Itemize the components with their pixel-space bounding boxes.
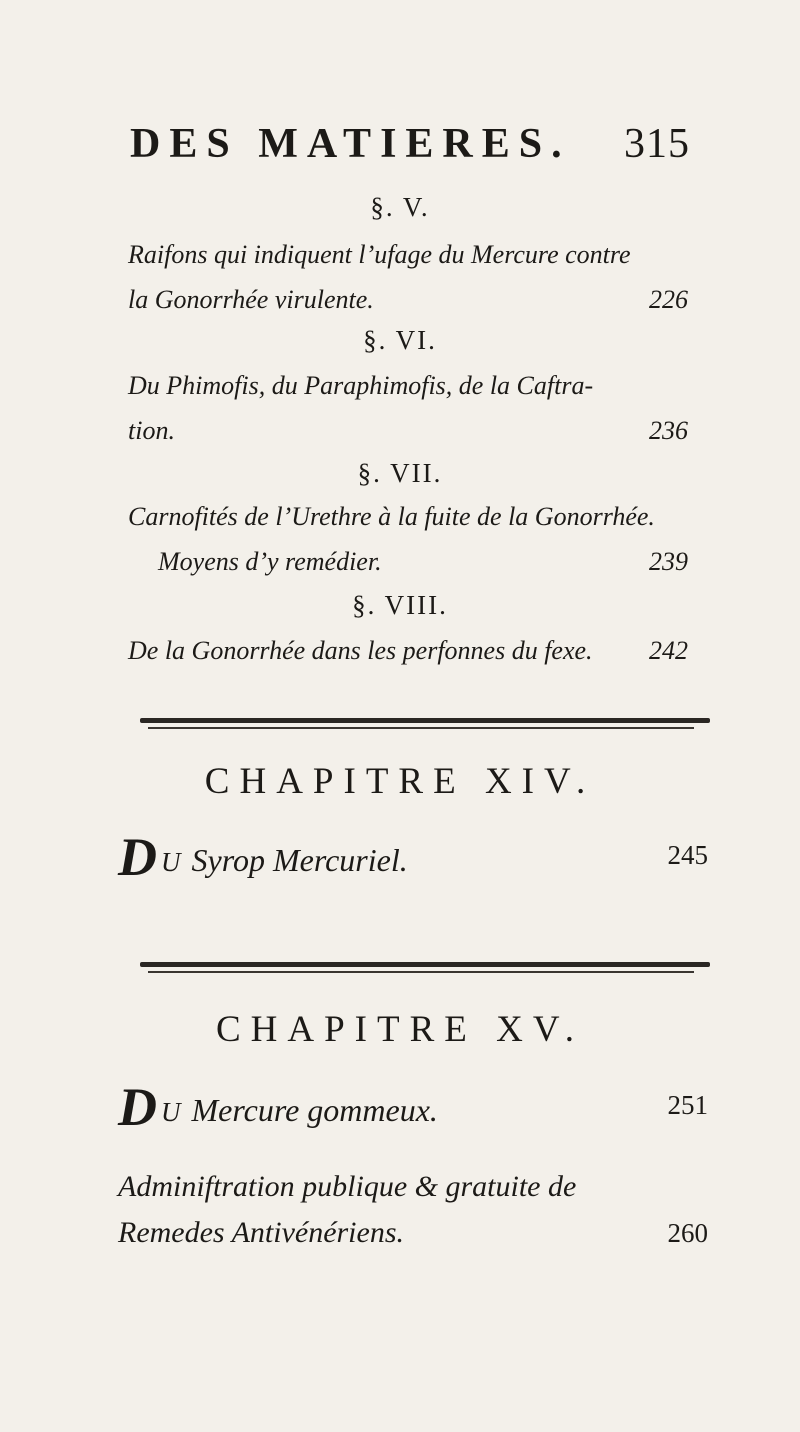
entry-line: Raifons qui indiquent l’ufage du Mercure contre: [128, 240, 631, 269]
entry-page-number: 242: [649, 636, 688, 665]
section-mark-5: §. V.: [370, 192, 430, 222]
divider-rule: [140, 718, 710, 723]
entry-line: Carnofités de l’Urethre à la fuite de la Gonorrhée.: [128, 502, 655, 531]
administration-entry: [118, 1164, 708, 1256]
drop-cap: D: [118, 827, 157, 887]
entry-line-text: De la Gonorrhée dans les perfonnes du fexe.: [128, 636, 593, 665]
entry-line-text: Moyens d’y remédier.: [158, 547, 382, 576]
entry-line: Adminiftration publique & gratuite de: [118, 1170, 577, 1203]
entry-page-number: 245: [667, 840, 708, 870]
divider-rule: [140, 962, 710, 967]
chapter-entry-14: [118, 826, 708, 886]
entry-line-text: la Gonorrhée virulente.: [128, 285, 374, 314]
entry-line-text: Remedes Antivénériens.: [118, 1216, 405, 1249]
entry-line-with-page: [128, 277, 688, 322]
section-mark-8: §. VIII.: [352, 590, 448, 620]
title-rest: U: [161, 1097, 182, 1127]
drop-cap: D: [118, 1077, 157, 1137]
entry-line-with-page: [128, 408, 688, 453]
entry-line-text: tion.: [128, 416, 175, 445]
title-rest: U: [161, 847, 182, 877]
section-entry-8: [128, 628, 688, 673]
running-head-title: DES MATIERES.: [130, 121, 571, 167]
section-entry-7: [128, 494, 688, 584]
section-mark-7: §. VII.: [357, 458, 443, 488]
entry-page-number: 260: [667, 1218, 708, 1248]
entry-line-with-page: [128, 539, 688, 584]
chapter-entry-15: [118, 1076, 708, 1136]
chapter-heading-14: CHAPITRE XIV.: [204, 761, 596, 802]
page-number: 315: [624, 121, 690, 167]
entry-page-number: 226: [649, 285, 688, 314]
section-entry-6: [128, 363, 688, 453]
entry-page-number: 236: [649, 416, 688, 445]
chapter-title: Syrop Mercuriel.: [191, 842, 408, 878]
entry-page-number: 239: [649, 547, 688, 576]
section-mark-6: §. VI.: [363, 325, 437, 355]
chapter-heading-15: CHAPITRE XV.: [215, 1009, 585, 1050]
running-head: [130, 120, 690, 168]
entry-line-with-page: [118, 1210, 708, 1256]
chapter-title: Mercure gommeux.: [191, 1092, 438, 1128]
entry-line: Du Phimofis, du Paraphimofis, de la Caftra-: [128, 371, 594, 400]
section-entry-5: [128, 232, 688, 322]
entry-page-number: 251: [667, 1090, 708, 1120]
entry-line-with-page: [128, 628, 688, 673]
